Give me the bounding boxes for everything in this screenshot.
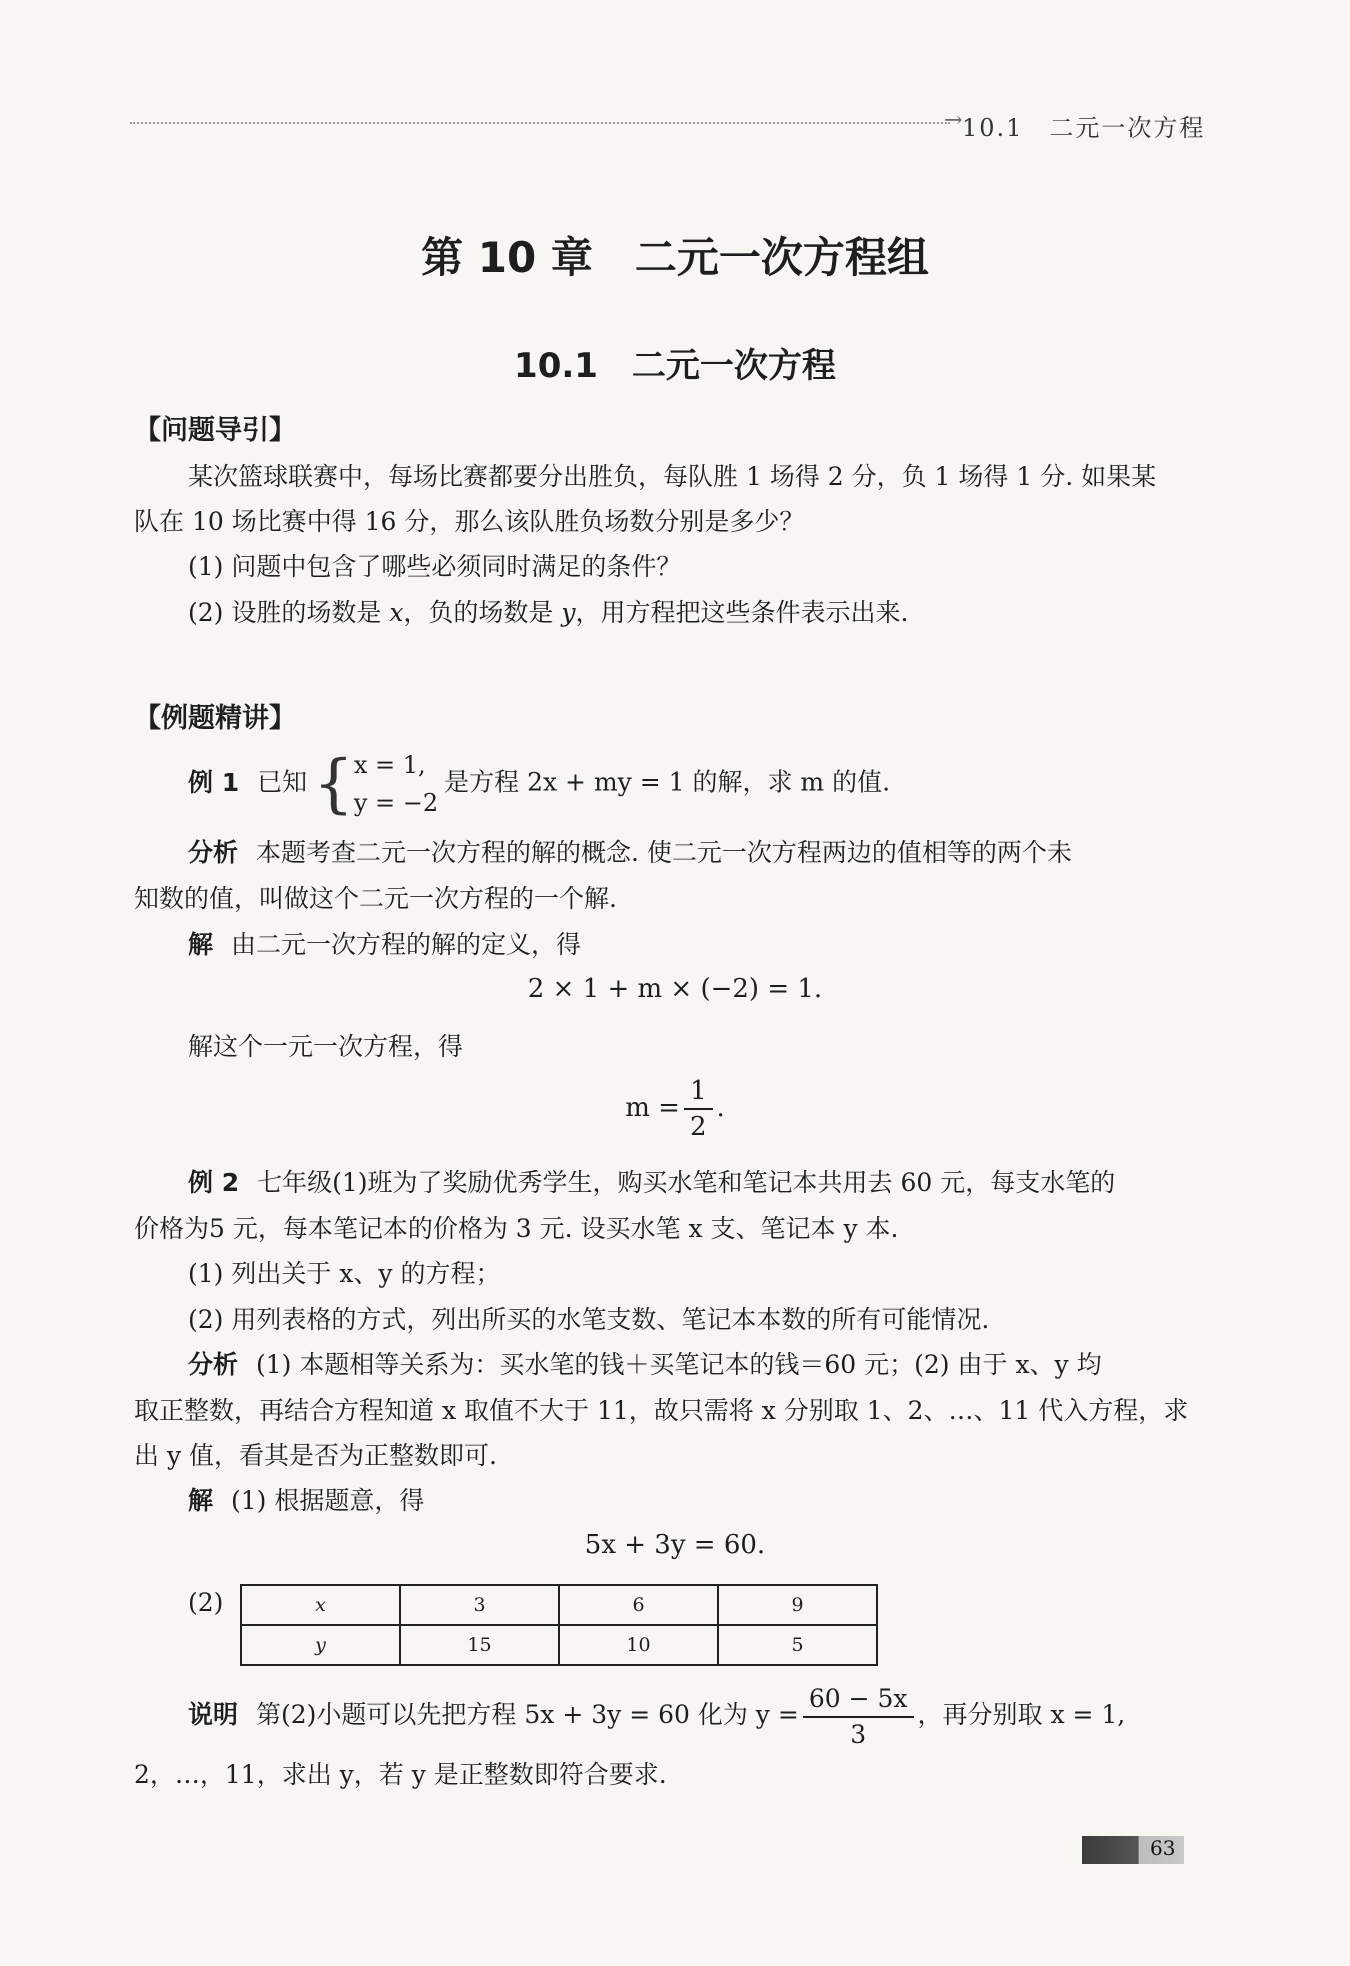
example-2-line1: 例 2 七年级(1)班为了奖励优秀学生，购买水笔和笔记本共用去 60 元，每支水笔的 bbox=[188, 1168, 1116, 1197]
example-2-question-2: (2) 用列表格的方式，列出所买的水笔支数、笔记本本数的所有可能情况. bbox=[188, 1305, 990, 1334]
fraction-one-half: $\frac{1}{2}$ bbox=[684, 1074, 713, 1144]
table-row bbox=[241, 1585, 877, 1625]
example-2-analysis-line2: 取正整数，再结合方程知道 x 取值不大于 11，故只需将 x 分别取 1、2、…、11 代入方程，求 bbox=[134, 1396, 1189, 1425]
example-1-equation: 2 × 1 + m × (−2) = 1. bbox=[527, 974, 823, 1004]
table-cell: y bbox=[241, 1625, 400, 1665]
table-cell: 10 bbox=[559, 1625, 718, 1665]
guide-para-line1: 某次篮球联赛中，每场比赛都要分出胜负，每队胜 1 场得 2 分，负 1 场得 1 分. 如果某 bbox=[188, 462, 1157, 491]
example-2-note-line2: 2，…，11，求出 y，若 y 是正整数即符合要求. bbox=[134, 1760, 667, 1789]
example-1-solution: 解 由二元一次方程的解的定义，得 bbox=[188, 930, 582, 959]
example-2-line2: 价格为5 元，每本笔记本的价格为 3 元. 设买水笔 x 支、笔记本 y 本. bbox=[134, 1214, 899, 1243]
example-2-analysis-line3: 出 y 值，看其是否为正整数即可. bbox=[134, 1441, 497, 1470]
values-table bbox=[240, 1584, 878, 1666]
table-cell: 9 bbox=[718, 1585, 877, 1625]
example-1-analysis-line1: 分析 本题考查二元一次方程的解的概念. 使二元一次方程两边的值相等的两个未 bbox=[188, 838, 1072, 867]
table-cell: 15 bbox=[400, 1625, 559, 1665]
example-2-note: 说明 第(2)小题可以先把方程 5x + 3y = 60 化为 y = $\frac{60 - 5x}{3}$ ，再分别取 x = 1, bbox=[188, 1680, 1125, 1752]
example-2-equation: 5x + 3y = 60. bbox=[584, 1530, 766, 1560]
page-number: 63 bbox=[1150, 1836, 1176, 1860]
example-2-label: 例 2 bbox=[188, 1168, 240, 1197]
example-1-result: m = $\frac{1}{2}$ . bbox=[625, 1076, 725, 1142]
section-title: 10.1 二元一次方程 bbox=[514, 346, 836, 386]
equation-system: { x = 1, y = −2 bbox=[313, 747, 439, 821]
example-1-label: 例 1 bbox=[188, 767, 240, 797]
example-2-table-label: (2) bbox=[188, 1588, 224, 1617]
example-1-analysis-line2: 知数的值，叫做这个二元一次方程的一个解. bbox=[134, 884, 617, 913]
guide-question-1: (1) 问题中包含了哪些必须同时满足的条件？ bbox=[188, 552, 682, 581]
example-2-solution: 解 (1) 根据题意，得 bbox=[188, 1486, 425, 1515]
fraction-60-minus-5x-over-3: $\frac{60 - 5x}{3}$ bbox=[803, 1682, 914, 1752]
table-cell: x bbox=[241, 1585, 400, 1625]
table-cell: 5 bbox=[718, 1625, 877, 1665]
example-2-analysis-line1: 分析 (1) 本题相等关系为：买水笔的钱＋买笔记本的钱＝60 元；(2) 由于 x、y 均 bbox=[188, 1350, 1102, 1379]
table-cell: 3 bbox=[400, 1585, 559, 1625]
table-row bbox=[241, 1625, 877, 1665]
guide-heading: 【问题导引】 bbox=[134, 415, 296, 446]
example-1: 例 1 已知{ x = 1, y = −2 是方程 2x + my = 1 的解，求 m 的值. bbox=[188, 747, 891, 821]
example-1-solve-text: 解这个一元一次方程，得 bbox=[188, 1032, 464, 1061]
guide-question-2: (2) 设胜的场数是 x，负的场数是 y，用方程把这些条件表示出来. bbox=[188, 598, 909, 627]
table-cell: 6 bbox=[559, 1585, 718, 1625]
examples-heading: 【例题精讲】 bbox=[134, 703, 296, 734]
chapter-title: 第 10 章 二元一次方程组 bbox=[421, 233, 929, 282]
guide-para-line2: 队在 10 场比赛中得 16 分，那么该队胜负场数分别是多少？ bbox=[134, 507, 805, 536]
header-dotted-rule bbox=[130, 122, 950, 124]
running-header: 10.1 二元一次方程 bbox=[962, 114, 1206, 142]
header-arrow-icon: → bbox=[944, 108, 963, 133]
example-2-question-1: (1) 列出关于 x、y 的方程； bbox=[188, 1259, 501, 1288]
